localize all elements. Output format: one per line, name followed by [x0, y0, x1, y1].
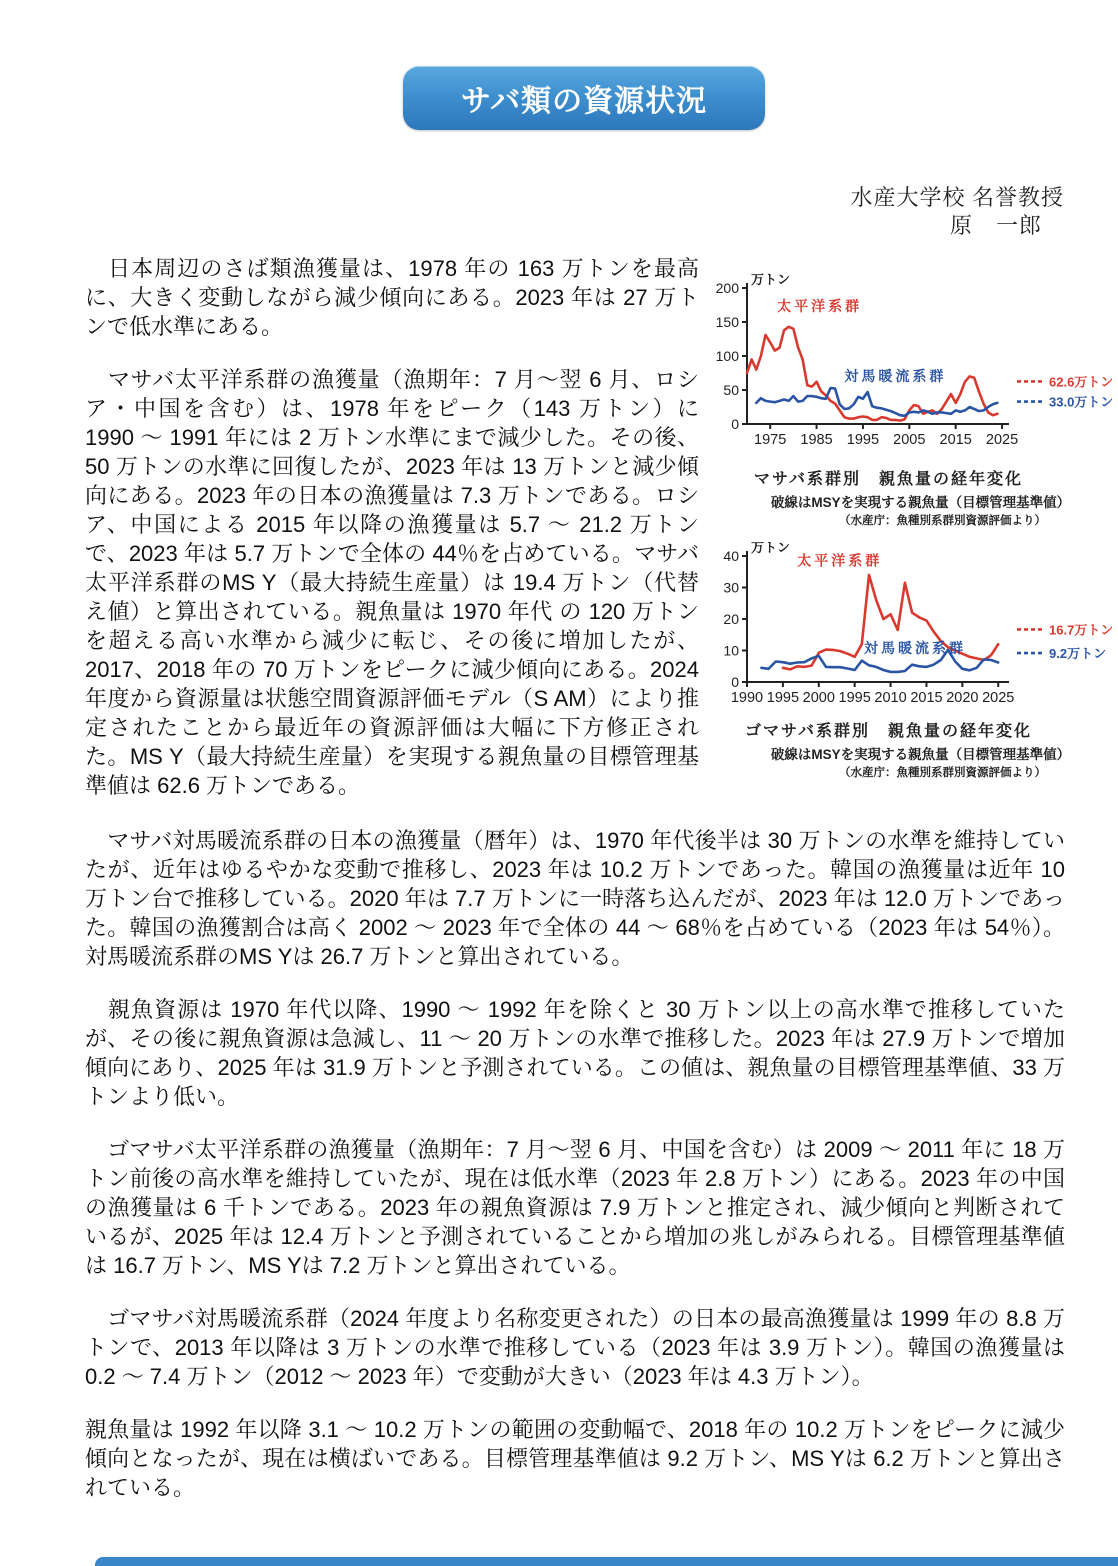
msy-reference-label: 62.6万トン	[1049, 374, 1114, 390]
x-tick-label: 1995	[846, 432, 880, 448]
x-tick-label: 1975	[754, 432, 787, 448]
x-tick-label: 2015	[910, 690, 943, 706]
figure-source: （水産庁：魚種別系群別資源評価より）	[839, 515, 1046, 527]
masaba-spawning-stock-chart	[699, 272, 1118, 462]
x-tick-label: 2025	[985, 432, 1019, 448]
y-tick-label: 10	[723, 642, 739, 659]
x-tick-label: 1995	[766, 690, 800, 706]
author-block	[0, 184, 1118, 240]
figure-title: ゴマサバ系群別 親魚量の経年変化	[744, 723, 1033, 740]
paragraph-gomasaba-tsushima-stock: 親魚量は 1992 年以降 3.1 ～ 10.2 万トンの範囲の変動幅で、2018 年の 10.2 万トンをピークに減少傾向となったが、現在は横ばいである。目標管理基準値は 9.2 万トン、MS Yは 6.2 万トンと算出されている。	[85, 1417, 1065, 1500]
x-tick-label: 1990	[730, 690, 764, 706]
paragraph-masaba-tsushima-stock: 親魚資源は 1970 年代以降、1990 ～ 1992 年を除くと 30 万トン以上の高水準で推移していたが、その後に親魚資源は急減し、11 ～ 20 万トンの水準で推移した。2023 年は 27.9 万トンで増加傾向にあり、2025 年は 31.9 万トンと予測されている。この値は、親魚量の目標管理基準値、33 万トンより低い。	[85, 997, 1065, 1109]
y-tick-label: 200	[715, 280, 739, 296]
paragraph-masaba-tsushima: マサバ対馬暖流系群の日本の漁獲量（暦年）は、1970 年代後半は 30 万トンの水準を維持していたが、近年はゆるやかな変動で推移し、2023 年は 10.2 万トンであった。韓国の漁獲量は近年 10 万トン台で推移している。2020 年は 7.7 万トンに一時落ち込んだが、2023 年は 12.0 万トンであった。韓国の漁獲割合は高く 2002 ～ 2023 年で全体の 44 ～ 68％を占めている（2023 年は 54％）。対馬暖流系群のMS Yは 26.7 万トンと算出されている。	[85, 828, 1065, 969]
x-tick-label: 2000	[802, 690, 835, 706]
page-title: サバ類の資源状況	[460, 85, 708, 118]
y-tick-label: 30	[723, 579, 739, 596]
figure-gomasaba-caption	[699, 718, 1118, 780]
unit-label: 万トン	[751, 542, 791, 555]
figure-source: （水産庁：魚種別系群別資源評価より）	[839, 767, 1046, 779]
y-tick-label: 0	[731, 416, 739, 432]
figure-column	[699, 254, 1118, 780]
figure-masaba-caption	[699, 466, 1118, 528]
footer-bar	[95, 1557, 1118, 1566]
figure-title: マサバ系群別 親魚量の経年変化	[753, 471, 1024, 488]
y-tick-label: 150	[715, 314, 739, 330]
msy-reference-label: 9.2万トン	[1049, 646, 1107, 662]
text-column	[85, 254, 699, 824]
msy-reference-label: 33.0万トン	[1049, 394, 1114, 410]
series-label: 太平洋系群	[797, 552, 883, 569]
x-tick-label: 2005	[893, 432, 926, 448]
two-column-section	[85, 254, 1118, 824]
msy-reference-label: 16.7万トン	[1049, 622, 1114, 638]
series-label: 太平洋系群	[777, 298, 863, 315]
author-affiliation: 水産大学校 名誉教授	[850, 185, 1064, 210]
x-tick-label: 1985	[800, 432, 833, 448]
x-tick-label: 2010	[874, 690, 907, 706]
x-tick-label: 2025	[982, 690, 1015, 706]
gomasaba-spawning-stock-chart	[699, 542, 1118, 714]
unit-label: 万トン	[751, 272, 791, 287]
y-tick-label: 20	[723, 611, 739, 627]
x-tick-label: 1995	[838, 690, 871, 706]
author-name: 原 一郎	[949, 213, 1042, 238]
y-tick-label: 0	[731, 674, 739, 690]
series-label: 対馬暖流系群	[864, 640, 967, 657]
x-tick-label: 2020	[946, 690, 979, 706]
y-tick-label: 100	[715, 348, 739, 364]
paragraph-overview: 日本周辺のさば類漁獲量は、1978 年の 163 万トンを最高に、大きく変動しながら減少傾向にある。2023 年は 27 万トンで低水準にある。	[85, 256, 699, 339]
full-width-section	[85, 826, 1065, 1502]
paragraph-gomasaba-tsushima: ゴマサバ対馬暖流系群（2024 年度より名称変更された）の日本の最高漁獲量は 1999 年の 8.8 万トンで、2013 年以降は 3 万トンの水準で推移している（2023 年は 3.9 万トン）。韓国の漁獲量は 0.2 ～ 7.4 万トン（2012 ～ 2023 年）で変動が大きい（2023 年は 4.3 万トン）。	[85, 1306, 1065, 1389]
figure-subtitle: 破線はMSYを実現する親魚量（目標管理基準値）	[770, 495, 1071, 510]
paragraph-masaba-pacific: マサバ太平洋系群の漁獲量（漁期年：7 月～翌 6 月、ロシア・中国を含む）は、1978 年をピーク（143 万トン）に 1990 ～ 1991 年には 2 万トン水準にまで減少した。その後、50 万トンの水準に回復したが、2023 年は 13 万トンと減少傾向にある。2023 年の日本の漁獲量は 7.3 万トンである。ロシア、中国による 2015 年以降の漁獲量は 5.7 ～ 21.2 万トンで、2023 年は 5.7 万トンで全体の 44％を占めている。マサバ太平洋系群のMS Y（最大持続生産量）は 19.4 万トン（代替え値）と算出されている。親魚量は 1970 年代 の 120 万トンを超える高い水準から減少に転じ、その後に増加したが、2017、2018 年の 70 万トンをピークに減少傾向にある。2024 年度から資源量は状態空間資源評価モデル（S AM）により推定されたことから最近年の資源評価は大幅に下方修正された。MS Y（最大持続生産量）を実現する親魚量の目標管理基準値は 62.6 万トンである。	[85, 367, 699, 798]
paragraph-gomasaba-pacific: ゴマサバ太平洋系群の漁獲量（漁期年：7 月～翌 6 月、中国を含む）は 2009 ～ 2011 年に 18 万トン前後の高水準を維持していたが、現在は低水準（2023 年 2.8 万トン）にある。2023 年の中国の漁獲量は 6 千トンである。2023 年の親魚資源は 7.9 万トンと推定され、減少傾向と判断されているが、2025 年は 12.4 万トンと予測されていることから増加の兆しがみられる。目標管理基準値は 16.7 万トン、MS Yは 7.2 万トンと算出されている。	[85, 1137, 1065, 1278]
x-tick-label: 2015	[939, 432, 972, 448]
series-label: 対馬暖流系群	[844, 368, 947, 385]
title-banner	[403, 66, 765, 130]
figure-masaba	[699, 272, 1118, 528]
y-tick-label: 40	[723, 548, 739, 564]
figure-gomasaba	[699, 542, 1118, 780]
figure-subtitle: 破線はMSYを実現する親魚量（目標管理基準値）	[770, 747, 1071, 762]
y-tick-label: 50	[723, 382, 739, 398]
